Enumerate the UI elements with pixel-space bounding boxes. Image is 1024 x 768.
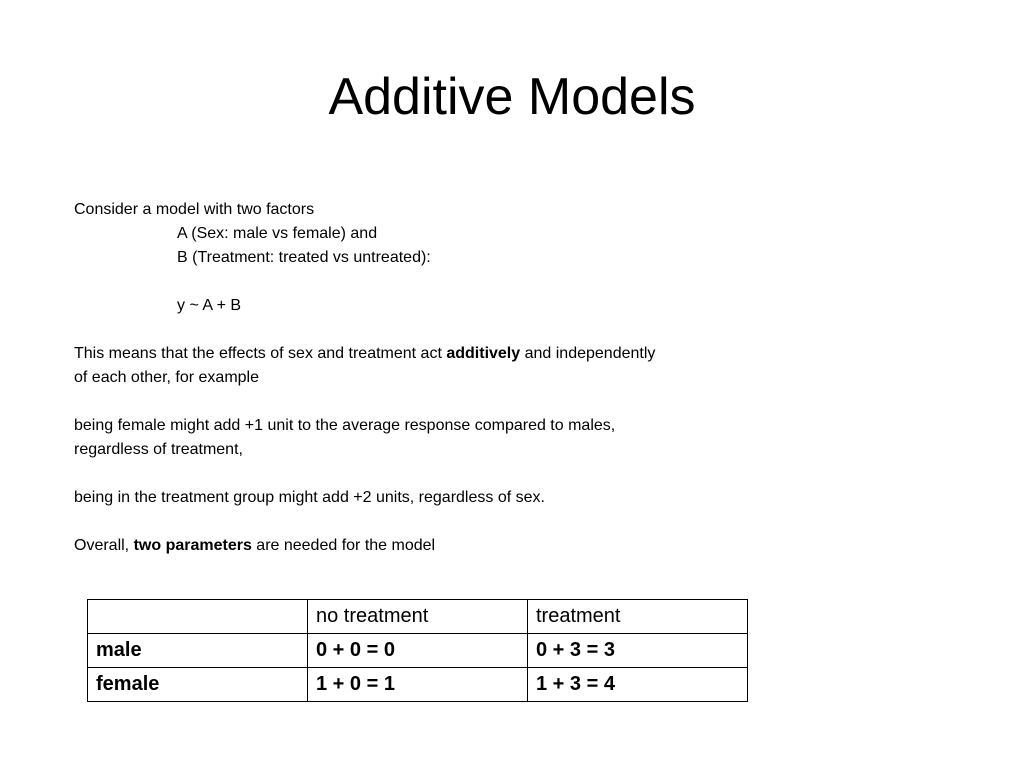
- spacer: [74, 270, 774, 294]
- additive-text-post: and independently: [520, 345, 656, 362]
- table-cell: 0 + 3 = 3: [528, 634, 748, 668]
- table-row: [88, 668, 748, 702]
- overall-emphasis: two parameters: [133, 537, 252, 554]
- body-text: [74, 198, 774, 558]
- factor-a-line: A (Sex: male vs female) and: [177, 225, 378, 242]
- overall-text-pre: Overall,: [74, 537, 134, 554]
- factor-b-line: B (Treatment: treated vs untreated):: [177, 249, 431, 266]
- spacer: [74, 318, 774, 342]
- table-row-label: female: [88, 668, 308, 702]
- effects-table: [87, 599, 748, 702]
- table-header-cell: [88, 600, 308, 634]
- table-header-row: [88, 600, 748, 634]
- intro-line: Consider a model with two factors: [74, 201, 315, 218]
- additive-paragraph-line1: [74, 342, 774, 366]
- additive-paragraph-line2: of each other, for example: [74, 369, 259, 386]
- additive-emphasis: additively: [446, 345, 521, 362]
- additive-text-pre: This means that the effects of sex and treatment act: [74, 345, 447, 362]
- treatment-example-line: being in the treatment group might add +2 units, regardless of sex.: [74, 489, 545, 506]
- table-cell: 1 + 0 = 1: [308, 668, 528, 702]
- table-row-label: male: [88, 634, 308, 668]
- female-example-line1: being female might add +1 unit to the average response compared to males,: [74, 417, 616, 434]
- table-cell: 1 + 3 = 4: [528, 668, 748, 702]
- table-cell: 0 + 0 = 0: [308, 634, 528, 668]
- table-row: [88, 634, 748, 668]
- model-formula: y ~ A + B: [177, 297, 242, 314]
- table-header-cell: treatment: [528, 600, 748, 634]
- table-header-cell: no treatment: [308, 600, 528, 634]
- spacer: [74, 462, 774, 486]
- spacer: [74, 510, 774, 534]
- female-example-line2: regardless of treatment,: [74, 441, 243, 458]
- overall-text-post: are needed for the model: [251, 537, 436, 554]
- spacer: [74, 390, 774, 414]
- overall-line: [74, 534, 774, 558]
- slide-title: Additive Models: [328, 68, 696, 126]
